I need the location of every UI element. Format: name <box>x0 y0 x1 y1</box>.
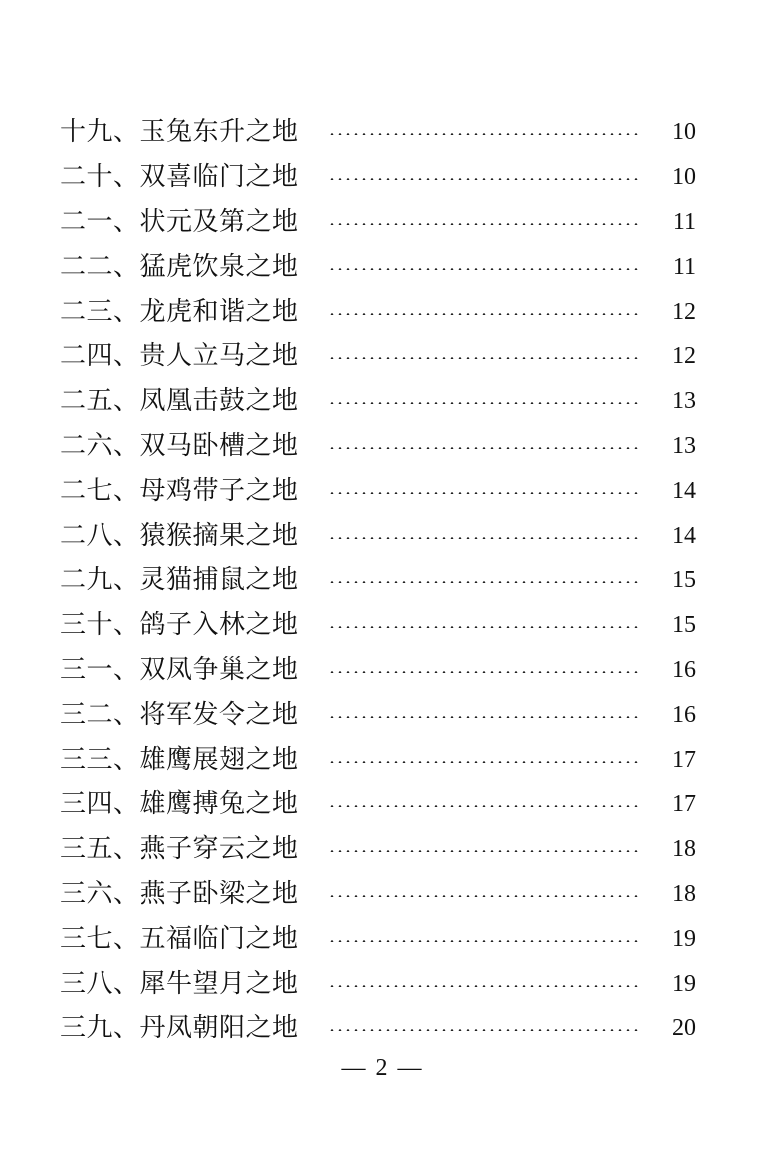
leader-dots <box>328 581 640 583</box>
leader-dots <box>328 805 640 807</box>
table-of-contents <box>60 110 700 1051</box>
toc-entry-title: 三九、丹凤朝阳之地 <box>60 1013 299 1044</box>
leader-dots <box>328 357 640 359</box>
leader-dots <box>328 447 640 449</box>
toc-entry-title: 三十、鸽子入林之地 <box>60 610 299 641</box>
toc-entry-page: 12 <box>672 343 696 370</box>
toc-row <box>60 648 700 693</box>
leader-dots <box>328 671 640 673</box>
toc-entry-page: 12 <box>672 298 696 325</box>
leader-dots <box>328 626 640 628</box>
leader-dots <box>328 178 640 180</box>
leader-dots <box>328 537 640 539</box>
leader-dots <box>328 716 640 718</box>
toc-row <box>60 872 700 917</box>
leader-dots <box>328 402 640 404</box>
toc-row <box>60 155 700 200</box>
leader-dots <box>328 1029 640 1031</box>
leader-dots <box>328 895 640 897</box>
toc-row <box>60 961 700 1006</box>
toc-entry-page: 11 <box>672 208 696 235</box>
toc-row <box>60 289 700 334</box>
toc-entry-page: 20 <box>672 1015 696 1042</box>
toc-row <box>60 737 700 782</box>
toc-row <box>60 782 700 827</box>
toc-entry-page: 17 <box>672 791 696 818</box>
toc-row <box>60 916 700 961</box>
toc-row <box>60 424 700 469</box>
toc-entry-title: 三七、五福临门之地 <box>60 923 299 954</box>
toc-row <box>60 692 700 737</box>
toc-entry-page: 10 <box>672 164 696 191</box>
toc-row <box>60 200 700 245</box>
toc-entry-title: 三八、犀牛望月之地 <box>60 968 299 999</box>
toc-entry-page: 14 <box>672 522 696 549</box>
toc-entry-page: 18 <box>672 880 696 907</box>
toc-row <box>60 334 700 379</box>
toc-entry-title: 三一、双凤争巢之地 <box>60 654 299 685</box>
leader-dots <box>328 313 640 315</box>
toc-row <box>60 827 700 872</box>
toc-entry-title: 二三、龙虎和谐之地 <box>60 296 299 327</box>
toc-entry-page: 11 <box>672 253 696 280</box>
toc-row <box>60 379 700 424</box>
toc-entry-page: 17 <box>672 746 696 773</box>
toc-entry-page: 16 <box>672 656 696 683</box>
toc-entry-title: 二四、贵人立马之地 <box>60 341 299 372</box>
toc-row <box>60 558 700 603</box>
leader-dots <box>328 492 640 494</box>
toc-entry-title: 二一、状元及第之地 <box>60 206 299 237</box>
toc-row <box>60 603 700 648</box>
toc-row <box>60 468 700 513</box>
toc-entry-title: 三五、燕子穿云之地 <box>60 834 299 865</box>
toc-entry-page: 18 <box>672 836 696 863</box>
leader-dots <box>328 223 640 225</box>
leader-dots <box>328 133 640 135</box>
toc-row <box>60 1006 700 1051</box>
toc-entry-page: 16 <box>672 701 696 728</box>
toc-entry-page: 13 <box>672 432 696 459</box>
toc-entry-page: 15 <box>672 612 696 639</box>
leader-dots <box>328 850 640 852</box>
toc-entry-page: 14 <box>672 477 696 504</box>
toc-entry-title: 二六、双马卧槽之地 <box>60 430 299 461</box>
toc-entry-page: 10 <box>672 119 696 146</box>
toc-row <box>60 513 700 558</box>
toc-entry-title: 三六、燕子卧梁之地 <box>60 878 299 909</box>
toc-entry-title: 二九、灵猫捕鼠之地 <box>60 565 299 596</box>
toc-entry-title: 二七、母鸡带子之地 <box>60 475 299 506</box>
toc-entry-page: 15 <box>672 567 696 594</box>
page-number: — 2 — <box>341 1055 424 1081</box>
toc-entry-title: 二八、猿猴摘果之地 <box>60 520 299 551</box>
leader-dots <box>328 268 640 270</box>
toc-entry-title: 十九、玉兔东升之地 <box>60 117 299 148</box>
toc-entry-title: 三四、雄鹰搏兔之地 <box>60 789 299 820</box>
toc-entry-title: 三三、雄鹰展翅之地 <box>60 744 299 775</box>
toc-entry-title: 三二、将军发令之地 <box>60 699 299 730</box>
leader-dots <box>328 761 640 763</box>
toc-entry-page: 19 <box>672 925 696 952</box>
toc-row <box>60 110 700 155</box>
toc-entry-title: 二十、双喜临门之地 <box>60 162 299 193</box>
toc-row <box>60 244 700 289</box>
toc-entry-page: 13 <box>672 388 696 415</box>
toc-entry-page: 19 <box>672 970 696 997</box>
toc-entry-title: 二五、凤凰击鼓之地 <box>60 386 299 417</box>
leader-dots <box>328 985 640 987</box>
toc-entry-title: 二二、猛虎饮泉之地 <box>60 251 299 282</box>
leader-dots <box>328 940 640 942</box>
